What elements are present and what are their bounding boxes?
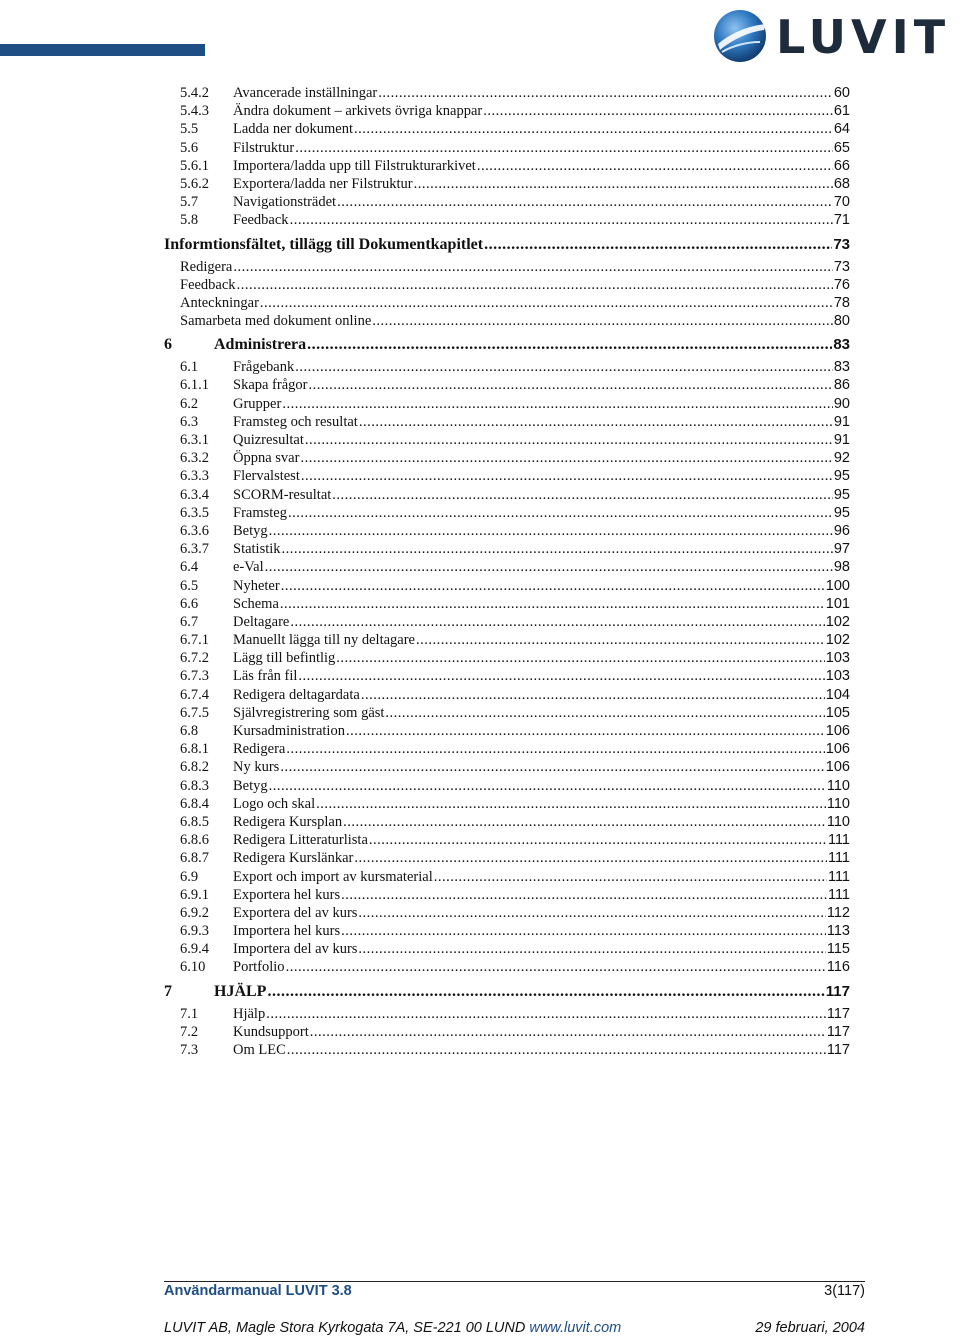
toc-page: 117 bbox=[826, 1042, 850, 1058]
toc-title: Exportera hel kurs bbox=[233, 886, 341, 903]
toc-entry[interactable] bbox=[164, 504, 850, 522]
footer-date: 29 februari, 2004 bbox=[755, 1320, 865, 1336]
toc-title: Redigera Kurslänkar bbox=[233, 850, 354, 867]
toc-number: 6.8 bbox=[180, 723, 199, 739]
toc-page: 110 bbox=[826, 813, 850, 830]
toc-leader bbox=[282, 395, 833, 413]
toc-leader bbox=[280, 758, 824, 776]
toc-entry[interactable] bbox=[164, 704, 850, 722]
toc-entry[interactable] bbox=[164, 449, 850, 467]
toc-title: Flervalstest bbox=[233, 468, 300, 485]
toc-entry[interactable] bbox=[164, 120, 850, 138]
footer-address bbox=[164, 1320, 621, 1336]
toc-title: Avancerade inställningar bbox=[233, 85, 378, 101]
toc-number: 5.5 bbox=[180, 121, 199, 138]
toc-entry[interactable] bbox=[164, 777, 850, 795]
toc-entry[interactable] bbox=[164, 558, 850, 576]
toc-title: HJÄLP bbox=[214, 982, 267, 1000]
toc-number: 6.2 bbox=[180, 395, 199, 412]
toc-title: Exportera del av kurs bbox=[233, 904, 358, 921]
toc-title: Samarbeta med dokument online bbox=[180, 313, 372, 330]
toc-entry[interactable] bbox=[164, 1023, 850, 1041]
toc-title: Om LEC bbox=[233, 1042, 286, 1058]
toc-entry[interactable] bbox=[164, 395, 850, 413]
toc-title: Grupper bbox=[233, 395, 282, 412]
toc-title: Betyg bbox=[233, 777, 268, 794]
toc-number: 6.3.7 bbox=[180, 541, 209, 558]
table-of-contents bbox=[164, 84, 850, 1059]
toc-leader bbox=[359, 413, 833, 431]
toc-page: 102 bbox=[825, 632, 850, 649]
toc-entry[interactable] bbox=[164, 758, 850, 776]
toc-title: Schema bbox=[233, 595, 279, 612]
toc-title: Administrera bbox=[214, 336, 307, 354]
toc-number: 6.9 bbox=[180, 868, 199, 885]
toc-leader bbox=[341, 886, 827, 904]
toc-title: Självregistrering som gäst bbox=[233, 704, 385, 721]
toc-page: 111 bbox=[827, 850, 850, 867]
toc-title: Framsteg bbox=[233, 504, 287, 521]
toc-entry[interactable] bbox=[164, 922, 850, 940]
toc-leader bbox=[346, 722, 825, 740]
toc-leader bbox=[336, 649, 825, 667]
toc-entry[interactable] bbox=[164, 175, 850, 193]
toc-title: Anteckningar bbox=[180, 294, 259, 311]
toc-entry[interactable] bbox=[164, 686, 850, 704]
toc-entry[interactable] bbox=[164, 413, 850, 431]
toc-page: 80 bbox=[833, 313, 850, 330]
toc-leader bbox=[310, 1023, 826, 1041]
toc-leader bbox=[298, 667, 824, 685]
toc-entry[interactable] bbox=[164, 577, 850, 595]
toc-title: e-Val bbox=[233, 559, 264, 576]
toc-number: 7 bbox=[164, 982, 172, 1000]
toc-entry[interactable] bbox=[164, 722, 850, 740]
toc-leader bbox=[305, 431, 833, 449]
toc-number: 6.3.5 bbox=[180, 504, 209, 521]
toc-page: 101 bbox=[825, 595, 850, 612]
toc-title: Exportera/ladda ner Filstruktur bbox=[233, 175, 413, 192]
toc-title: Ladda ner dokument bbox=[233, 121, 353, 138]
toc-title: Importera hel kurs bbox=[233, 923, 341, 940]
footer-address-text: LUVIT AB, Magle Stora Kyrkogata 7A, SE-221 00 LUND bbox=[164, 1320, 526, 1336]
toc-entry[interactable] bbox=[164, 193, 850, 211]
toc-title: Manuellt lägga till ny deltagare bbox=[233, 632, 415, 649]
toc-page: 78 bbox=[833, 294, 850, 311]
toc-title: Informtionsfältet, tillägg till Dokumentkapitlet bbox=[164, 235, 484, 253]
toc-title: Öppna svar bbox=[233, 450, 300, 467]
toc-leader bbox=[484, 234, 832, 256]
toc-page: 95 bbox=[833, 468, 850, 485]
toc-title: Export och import av kursmaterial bbox=[233, 868, 433, 885]
toc-number: 6.5 bbox=[180, 577, 199, 594]
toc-leader bbox=[337, 193, 833, 211]
toc-leader bbox=[378, 84, 833, 102]
toc-page: 91 bbox=[833, 432, 850, 448]
toc-leader bbox=[354, 849, 827, 867]
toc-number: 6.7.1 bbox=[180, 632, 209, 649]
toc-page: 70 bbox=[833, 194, 850, 211]
toc-entry[interactable] bbox=[164, 376, 850, 394]
toc-page: 103 bbox=[825, 668, 850, 685]
toc-entry[interactable] bbox=[164, 522, 850, 540]
toc-number: 6.10 bbox=[180, 959, 206, 976]
toc-title: Nyheter bbox=[233, 577, 280, 594]
toc-number: 7.3 bbox=[180, 1042, 199, 1058]
toc-number: 5.7 bbox=[180, 194, 199, 211]
toc-leader bbox=[286, 740, 824, 758]
toc-page: 71 bbox=[833, 212, 850, 229]
toc-number: 6.1 bbox=[180, 359, 199, 376]
toc-leader bbox=[288, 504, 833, 522]
toc-title: Redigera Kursplan bbox=[233, 813, 343, 830]
toc-leader bbox=[372, 312, 833, 330]
toc-leader bbox=[233, 258, 833, 276]
toc-page: 106 bbox=[825, 759, 850, 776]
toc-entry[interactable] bbox=[164, 102, 850, 120]
toc-leader bbox=[434, 868, 827, 886]
toc-leader bbox=[266, 1005, 826, 1023]
toc-page: 105 bbox=[825, 704, 850, 721]
toc-number: 6.8.4 bbox=[180, 795, 209, 812]
toc-entry[interactable] bbox=[164, 868, 850, 886]
toc-number: 6.9.4 bbox=[180, 941, 209, 958]
toc-page: 95 bbox=[833, 486, 850, 503]
footer-document-title: Användarmanual LUVIT 3.8 bbox=[164, 1283, 352, 1299]
toc-leader bbox=[290, 613, 824, 631]
toc-number: 6.8.7 bbox=[180, 850, 209, 867]
toc-number: 6.7.2 bbox=[180, 650, 209, 667]
toc-leader bbox=[341, 922, 826, 940]
toc-leader bbox=[269, 777, 826, 795]
toc-title: Skapa frågor bbox=[233, 377, 308, 394]
toc-leader bbox=[286, 958, 826, 976]
toc-number: 6 bbox=[164, 336, 172, 354]
toc-leader bbox=[416, 631, 825, 649]
toc-page: 117 bbox=[825, 982, 850, 1000]
toc-entry[interactable] bbox=[164, 258, 850, 276]
toc-entry[interactable] bbox=[164, 431, 850, 449]
toc-number: 6.8.5 bbox=[180, 813, 209, 830]
toc-title: Betyg bbox=[233, 522, 268, 539]
toc-page: 111 bbox=[827, 868, 850, 885]
toc-page: 115 bbox=[826, 941, 850, 958]
toc-page: 104 bbox=[825, 686, 850, 703]
toc-title: Feedback bbox=[233, 212, 289, 229]
header-accent-bar bbox=[0, 44, 205, 56]
toc-number: 6.9.1 bbox=[180, 886, 209, 903]
toc-entry[interactable] bbox=[164, 886, 850, 904]
toc-section-7[interactable] bbox=[164, 981, 850, 1003]
toc-number: 6.7.3 bbox=[180, 668, 209, 685]
toc-title: Feedback bbox=[180, 276, 236, 293]
toc-entry[interactable] bbox=[164, 467, 850, 485]
toc-page: 73 bbox=[833, 235, 850, 253]
toc-group-6 bbox=[164, 358, 850, 976]
toc-page: 76 bbox=[833, 276, 850, 293]
footer-website-link[interactable]: www.luvit.com bbox=[529, 1320, 622, 1336]
toc-number: 5.6 bbox=[180, 139, 199, 156]
toc-title: SCORM-resultat bbox=[233, 486, 332, 503]
footer-page-number: 3(117) bbox=[824, 1283, 865, 1299]
toc-leader bbox=[295, 358, 833, 376]
toc-page: 61 bbox=[833, 103, 850, 120]
toc-number: 5.6.1 bbox=[180, 157, 209, 174]
toc-title: Framsteg och resultat bbox=[233, 413, 358, 430]
toc-leader bbox=[308, 376, 832, 394]
toc-entry[interactable] bbox=[164, 486, 850, 504]
toc-number: 6.7.4 bbox=[180, 686, 209, 703]
toc-leader bbox=[300, 449, 832, 467]
globe-icon bbox=[712, 8, 768, 64]
toc-leader bbox=[265, 558, 833, 576]
toc-number: 6.8.6 bbox=[180, 832, 209, 849]
toc-number: 5.8 bbox=[180, 212, 199, 229]
toc-page: 96 bbox=[833, 522, 850, 539]
toc-page: 73 bbox=[833, 258, 850, 275]
toc-entry[interactable] bbox=[164, 813, 850, 831]
toc-title: Filstruktur bbox=[233, 139, 295, 156]
toc-entry[interactable] bbox=[164, 276, 850, 294]
toc-title: Ny kurs bbox=[233, 759, 280, 776]
toc-number: 6.7 bbox=[180, 613, 199, 630]
toc-leader bbox=[361, 686, 825, 704]
toc-entry[interactable] bbox=[164, 904, 850, 922]
toc-entry[interactable] bbox=[164, 294, 850, 312]
toc-title: Frågebank bbox=[233, 359, 295, 376]
toc-page: 60 bbox=[833, 85, 850, 101]
toc-leader bbox=[290, 211, 833, 229]
toc-page: 111 bbox=[827, 886, 850, 903]
toc-page: 106 bbox=[825, 723, 850, 739]
toc-page: 111 bbox=[827, 832, 850, 849]
toc-title: Deltagare bbox=[233, 613, 290, 630]
toc-entry[interactable] bbox=[164, 358, 850, 376]
toc-number: 6.6 bbox=[180, 595, 199, 612]
toc-title: Statistik bbox=[233, 541, 281, 558]
toc-entry[interactable] bbox=[164, 740, 850, 758]
toc-leader bbox=[281, 577, 825, 595]
toc-group-5 bbox=[164, 84, 850, 230]
luvit-logo bbox=[712, 6, 952, 68]
toc-page: 90 bbox=[833, 395, 850, 412]
toc-entry[interactable] bbox=[164, 540, 850, 558]
toc-entry[interactable] bbox=[164, 613, 850, 631]
toc-number: 7.1 bbox=[180, 1005, 199, 1022]
toc-leader bbox=[414, 175, 833, 193]
toc-leader bbox=[237, 276, 833, 294]
toc-number: 6.7.5 bbox=[180, 704, 209, 721]
toc-title: Navigationsträdet bbox=[233, 194, 337, 211]
toc-page: 64 bbox=[833, 121, 850, 138]
toc-page: 110 bbox=[826, 795, 850, 812]
toc-page: 112 bbox=[826, 904, 850, 921]
toc-entry[interactable] bbox=[164, 157, 850, 175]
toc-leader bbox=[295, 139, 833, 157]
toc-leader bbox=[358, 940, 825, 958]
toc-leader bbox=[280, 595, 825, 613]
toc-page: 113 bbox=[826, 923, 850, 940]
toc-leader bbox=[282, 540, 833, 558]
toc-title: Redigera bbox=[180, 258, 233, 275]
toc-number: 5.6.2 bbox=[180, 175, 209, 192]
toc-leader bbox=[369, 831, 827, 849]
toc-page: 103 bbox=[825, 650, 850, 667]
toc-number: 6.3.3 bbox=[180, 468, 209, 485]
toc-number: 6.1.1 bbox=[180, 377, 209, 394]
toc-title: Hjälp bbox=[233, 1005, 266, 1022]
toc-section-info[interactable] bbox=[164, 234, 850, 256]
toc-page: 66 bbox=[833, 157, 850, 174]
toc-leader bbox=[267, 981, 824, 1003]
toc-leader bbox=[269, 522, 833, 540]
toc-page: 117 bbox=[826, 1005, 850, 1022]
toc-title: Kundsupport bbox=[233, 1023, 309, 1040]
toc-number: 6.4 bbox=[180, 559, 199, 576]
toc-entry[interactable] bbox=[164, 831, 850, 849]
toc-page: 65 bbox=[833, 139, 850, 156]
toc-title: Logo och skal bbox=[233, 795, 316, 812]
logo-wordmark: LUVIT bbox=[776, 10, 951, 64]
toc-title: Portfolio bbox=[233, 959, 285, 976]
toc-number: 7.2 bbox=[180, 1023, 199, 1040]
toc-title: Redigera Litteraturlista bbox=[233, 832, 368, 849]
toc-title: Redigera bbox=[233, 741, 286, 758]
toc-title: Kursadministration bbox=[233, 723, 345, 739]
toc-page: 83 bbox=[833, 336, 850, 354]
toc-title: Lägg till befintlig bbox=[233, 650, 336, 667]
toc-entry[interactable] bbox=[164, 84, 850, 102]
toc-entry[interactable] bbox=[164, 667, 850, 685]
toc-page: 86 bbox=[833, 377, 850, 394]
toc-leader bbox=[260, 294, 833, 312]
toc-entry[interactable] bbox=[164, 849, 850, 867]
toc-number: 6.8.3 bbox=[180, 777, 209, 794]
toc-number: 6.3 bbox=[180, 413, 199, 430]
toc-page: 98 bbox=[833, 559, 850, 576]
toc-title: Quizresultat bbox=[233, 432, 304, 448]
toc-entry[interactable] bbox=[164, 211, 850, 229]
toc-leader bbox=[483, 102, 833, 120]
toc-page: 117 bbox=[826, 1023, 850, 1040]
toc-entry[interactable] bbox=[164, 631, 850, 649]
toc-number: 6.9.2 bbox=[180, 904, 209, 921]
toc-page: 116 bbox=[826, 959, 850, 976]
toc-entry[interactable] bbox=[164, 139, 850, 157]
toc-group-7 bbox=[164, 1005, 850, 1060]
toc-entry[interactable] bbox=[164, 312, 850, 330]
toc-leader bbox=[332, 486, 833, 504]
toc-page: 110 bbox=[826, 777, 850, 794]
toc-leader bbox=[358, 904, 825, 922]
toc-number: 5.4.3 bbox=[180, 103, 209, 120]
toc-number: 6.8.1 bbox=[180, 741, 209, 758]
toc-leader bbox=[316, 795, 826, 813]
toc-page: 68 bbox=[833, 175, 850, 192]
toc-section-6[interactable] bbox=[164, 334, 850, 356]
toc-page: 91 bbox=[833, 413, 850, 430]
toc-number: 6.3.1 bbox=[180, 432, 209, 448]
toc-entry[interactable] bbox=[164, 940, 850, 958]
toc-number: 6.9.3 bbox=[180, 923, 209, 940]
toc-page: 102 bbox=[825, 613, 850, 630]
toc-entry[interactable] bbox=[164, 649, 850, 667]
toc-leader bbox=[354, 120, 833, 138]
toc-leader bbox=[301, 467, 833, 485]
toc-number: 6.3.2 bbox=[180, 450, 209, 467]
toc-title: Läs från fil bbox=[233, 668, 298, 685]
toc-number: 5.4.2 bbox=[180, 85, 209, 101]
toc-title: Redigera deltagardata bbox=[233, 686, 360, 703]
toc-title: Importera/ladda upp till Filstrukturarkivet bbox=[233, 157, 476, 174]
toc-entry[interactable] bbox=[164, 1041, 850, 1059]
toc-title: Ändra dokument – arkivets övriga knappar bbox=[233, 103, 483, 120]
toc-entry[interactable] bbox=[164, 595, 850, 613]
toc-page: 83 bbox=[833, 359, 850, 376]
toc-page: 95 bbox=[833, 504, 850, 521]
toc-leader bbox=[343, 813, 826, 831]
toc-leader bbox=[477, 157, 833, 175]
toc-page: 97 bbox=[833, 541, 850, 558]
toc-entry[interactable] bbox=[164, 1005, 850, 1023]
toc-page: 92 bbox=[833, 450, 850, 467]
toc-group-info bbox=[164, 258, 850, 331]
toc-entry[interactable] bbox=[164, 795, 850, 813]
toc-page: 106 bbox=[825, 741, 850, 758]
toc-number: 6.3.4 bbox=[180, 486, 209, 503]
toc-title: Importera del av kurs bbox=[233, 941, 358, 958]
toc-leader bbox=[385, 704, 824, 722]
toc-entry[interactable] bbox=[164, 958, 850, 976]
footer-divider bbox=[164, 1281, 865, 1282]
toc-number: 6.3.6 bbox=[180, 522, 209, 539]
toc-leader bbox=[307, 334, 832, 356]
toc-number: 6.8.2 bbox=[180, 759, 209, 776]
toc-leader bbox=[287, 1041, 826, 1059]
toc-page: 100 bbox=[825, 577, 850, 594]
